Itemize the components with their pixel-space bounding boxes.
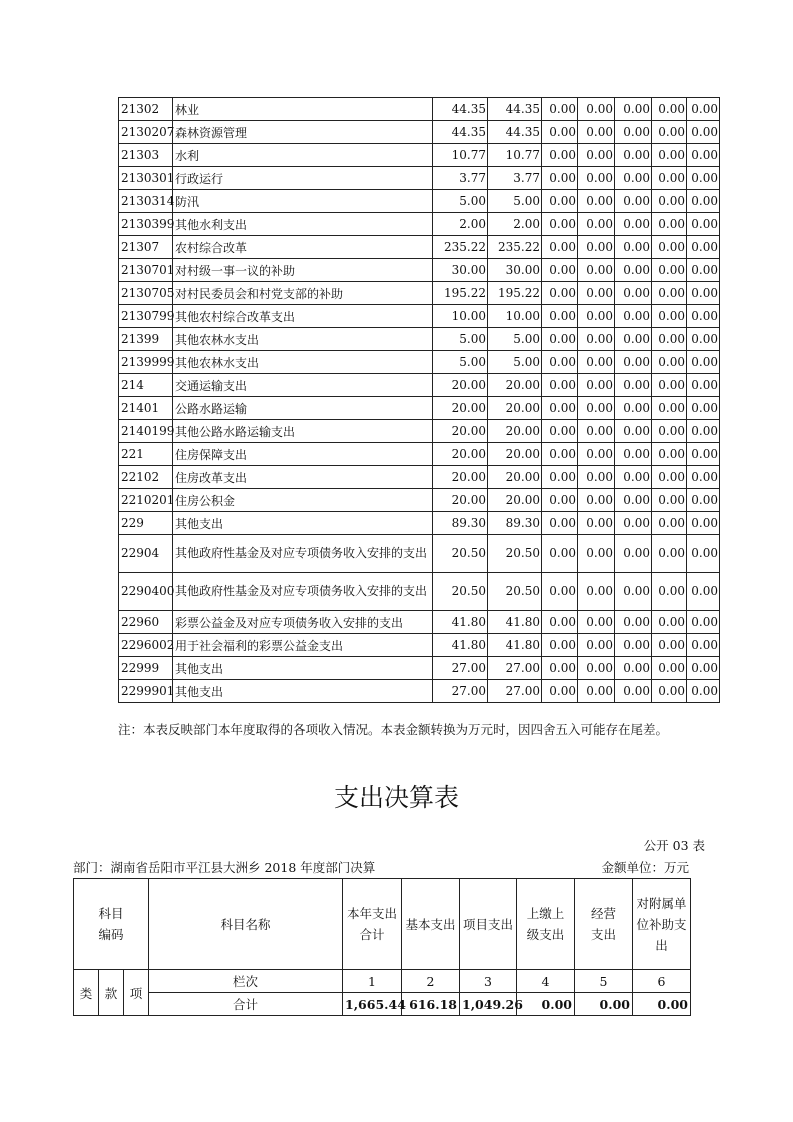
row-amount: 27.00	[488, 680, 542, 703]
row-amount: 0.00	[652, 98, 687, 121]
row-amount: 0.00	[542, 259, 578, 282]
total-value: 1,665.44	[343, 993, 402, 1016]
row-amount: 20.00	[488, 489, 542, 512]
row-amount: 10.00	[488, 305, 542, 328]
row-amount: 0.00	[652, 443, 687, 466]
income-table	[118, 97, 720, 703]
row-amount: 89.30	[433, 512, 488, 535]
row-amount: 0.00	[578, 512, 615, 535]
header-subsidy: 对附属单位补助支出	[633, 879, 691, 970]
row-amount: 0.00	[687, 121, 720, 144]
row-amount: 0.00	[542, 374, 578, 397]
row-amount: 0.00	[542, 657, 578, 680]
row-amount: 0.00	[615, 420, 652, 443]
row-amount: 0.00	[615, 98, 652, 121]
row-code: 22102	[119, 466, 173, 489]
row-amount: 0.00	[578, 167, 615, 190]
row-amount: 0.00	[615, 443, 652, 466]
row-amount: 0.00	[542, 190, 578, 213]
row-amount: 0.00	[687, 328, 720, 351]
row-amount: 0.00	[615, 351, 652, 374]
header-xiang: 项	[124, 970, 149, 1016]
row-amount: 0.00	[542, 420, 578, 443]
row-amount: 0.00	[652, 374, 687, 397]
table-row	[119, 167, 720, 190]
row-amount: 0.00	[578, 351, 615, 374]
row-name: 其他农村综合改革支出	[173, 305, 433, 328]
row-amount: 0.00	[578, 236, 615, 259]
row-amount: 30.00	[433, 259, 488, 282]
row-code: 2299901	[119, 680, 173, 703]
row-amount: 10.77	[488, 144, 542, 167]
row-code: 22904	[119, 535, 173, 573]
column-number-row	[74, 970, 691, 993]
row-code: 214	[119, 374, 173, 397]
row-code: 2130207	[119, 121, 173, 144]
col-number: 2	[402, 970, 460, 993]
row-amount: 0.00	[687, 259, 720, 282]
header-project: 项目支出	[460, 879, 517, 970]
row-amount: 0.00	[652, 121, 687, 144]
row-amount: 5.00	[433, 328, 488, 351]
row-amount: 0.00	[578, 466, 615, 489]
row-amount: 0.00	[652, 328, 687, 351]
row-amount: 0.00	[542, 305, 578, 328]
row-name: 行政运行	[173, 167, 433, 190]
row-amount: 20.00	[433, 489, 488, 512]
row-name: 对村民委员会和村党支部的补助	[173, 282, 433, 305]
row-name: 其他支出	[173, 680, 433, 703]
row-name: 用于社会福利的彩票公益金支出	[173, 634, 433, 657]
row-name: 农村综合改革	[173, 236, 433, 259]
row-amount: 10.77	[433, 144, 488, 167]
row-amount: 0.00	[652, 351, 687, 374]
row-amount: 0.00	[615, 397, 652, 420]
row-amount: 10.00	[433, 305, 488, 328]
row-amount: 0.00	[615, 657, 652, 680]
row-amount: 0.00	[578, 680, 615, 703]
row-amount: 20.00	[488, 374, 542, 397]
row-amount: 2.00	[433, 213, 488, 236]
row-amount: 0.00	[652, 573, 687, 611]
row-name: 林业	[173, 98, 433, 121]
row-amount: 0.00	[578, 611, 615, 634]
total-value: 0.00	[633, 993, 691, 1016]
row-name: 水利	[173, 144, 433, 167]
table-row	[119, 98, 720, 121]
row-amount: 0.00	[615, 489, 652, 512]
row-amount: 0.00	[615, 305, 652, 328]
row-amount: 0.00	[652, 282, 687, 305]
row-amount: 20.00	[433, 466, 488, 489]
row-amount: 195.22	[433, 282, 488, 305]
row-name: 防汛	[173, 190, 433, 213]
row-amount: 0.00	[652, 190, 687, 213]
header-total: 本年支出合计	[343, 879, 402, 970]
row-name: 其他农林水支出	[173, 351, 433, 374]
row-amount: 0.00	[687, 466, 720, 489]
row-amount: 0.00	[578, 657, 615, 680]
header-upper: 上缴上级支出	[517, 879, 575, 970]
row-amount: 44.35	[433, 98, 488, 121]
row-code: 2130701	[119, 259, 173, 282]
row-amount: 0.00	[615, 634, 652, 657]
row-amount: 0.00	[687, 397, 720, 420]
row-name: 森林资源管理	[173, 121, 433, 144]
row-name: 其他政府性基金及对应专项债务收入安排的支出	[173, 535, 433, 573]
row-code: 221	[119, 443, 173, 466]
row-code: 21302	[119, 98, 173, 121]
row-amount: 5.00	[433, 351, 488, 374]
row-code: 229	[119, 512, 173, 535]
row-amount: 0.00	[578, 144, 615, 167]
row-amount: 0.00	[687, 680, 720, 703]
row-amount: 0.00	[615, 190, 652, 213]
row-code: 21303	[119, 144, 173, 167]
row-amount: 0.00	[652, 167, 687, 190]
row-amount: 0.00	[542, 443, 578, 466]
row-amount: 0.00	[687, 657, 720, 680]
row-amount: 0.00	[542, 167, 578, 190]
row-amount: 0.00	[687, 98, 720, 121]
table-row	[119, 611, 720, 634]
row-amount: 235.22	[488, 236, 542, 259]
row-amount: 0.00	[652, 236, 687, 259]
row-amount: 0.00	[652, 535, 687, 573]
row-amount: 44.35	[433, 121, 488, 144]
row-amount: 5.00	[488, 190, 542, 213]
row-amount: 2.00	[488, 213, 542, 236]
row-amount: 41.80	[488, 634, 542, 657]
row-name: 住房改革支出	[173, 466, 433, 489]
row-amount: 0.00	[652, 213, 687, 236]
row-amount: 20.00	[488, 466, 542, 489]
row-code: 2290400	[119, 573, 173, 611]
row-code: 2139999	[119, 351, 173, 374]
row-amount: 0.00	[687, 374, 720, 397]
total-value: 0.00	[517, 993, 575, 1016]
col-number: 4	[517, 970, 575, 993]
row-amount: 0.00	[652, 397, 687, 420]
row-name: 对村级一事一议的补助	[173, 259, 433, 282]
row-amount: 20.50	[488, 573, 542, 611]
row-amount: 44.35	[488, 98, 542, 121]
row-amount: 0.00	[578, 121, 615, 144]
row-code: 2210201	[119, 489, 173, 512]
row-amount: 0.00	[687, 351, 720, 374]
row-amount: 0.00	[542, 328, 578, 351]
col-number: 3	[460, 970, 517, 993]
table-row	[119, 535, 720, 573]
row-amount: 0.00	[542, 680, 578, 703]
table-row	[119, 657, 720, 680]
row-amount: 0.00	[578, 213, 615, 236]
row-code: 2130301	[119, 167, 173, 190]
row-amount: 0.00	[687, 236, 720, 259]
row-amount: 0.00	[615, 512, 652, 535]
row-code: 22960	[119, 611, 173, 634]
row-amount: 0.00	[578, 489, 615, 512]
page-title: 支出决算表	[333, 783, 459, 812]
header-business: 经营支出	[575, 879, 633, 970]
row-amount: 0.00	[652, 489, 687, 512]
row-name: 公路水路运输	[173, 397, 433, 420]
row-code: 2130705	[119, 282, 173, 305]
row-name: 彩票公益金及对应专项债务收入安排的支出	[173, 611, 433, 634]
row-code: 22999	[119, 657, 173, 680]
row-amount: 20.00	[433, 397, 488, 420]
row-amount: 0.00	[542, 512, 578, 535]
header-code: 科目编码	[74, 879, 149, 970]
row-amount: 0.00	[652, 305, 687, 328]
row-amount: 0.00	[578, 634, 615, 657]
row-code: 2130314	[119, 190, 173, 213]
row-amount: 0.00	[615, 611, 652, 634]
department-label: 部门：湖南省岳阳市平江县大洲乡 2018 年度部门决算	[73, 860, 376, 875]
table-row	[119, 259, 720, 282]
table-row	[119, 512, 720, 535]
table-row	[119, 489, 720, 512]
total-value: 1,049.26	[460, 993, 517, 1016]
row-amount: 20.00	[433, 374, 488, 397]
row-amount: 27.00	[488, 657, 542, 680]
row-amount: 0.00	[578, 397, 615, 420]
table-row	[119, 236, 720, 259]
header-kuan: 款	[99, 970, 124, 1016]
row-amount: 0.00	[652, 611, 687, 634]
row-code: 2130799	[119, 305, 173, 328]
row-amount: 20.50	[433, 573, 488, 611]
row-amount: 0.00	[615, 466, 652, 489]
row-amount: 0.00	[687, 282, 720, 305]
row-amount: 0.00	[615, 236, 652, 259]
row-amount: 0.00	[687, 535, 720, 573]
row-amount: 0.00	[652, 657, 687, 680]
row-amount: 89.30	[488, 512, 542, 535]
row-amount: 0.00	[578, 535, 615, 573]
row-amount: 0.00	[542, 489, 578, 512]
row-amount: 5.00	[488, 328, 542, 351]
row-amount: 44.35	[488, 121, 542, 144]
table-row	[119, 213, 720, 236]
table-row	[119, 420, 720, 443]
row-amount: 0.00	[652, 259, 687, 282]
row-amount: 0.00	[578, 98, 615, 121]
row-amount: 27.00	[433, 680, 488, 703]
row-amount: 0.00	[578, 259, 615, 282]
row-amount: 20.00	[433, 443, 488, 466]
row-amount: 0.00	[615, 259, 652, 282]
table-row	[119, 680, 720, 703]
row-code: 2140199	[119, 420, 173, 443]
row-name: 其他政府性基金及对应专项债务收入安排的支出	[173, 573, 433, 611]
row-amount: 5.00	[488, 351, 542, 374]
row-amount: 0.00	[687, 512, 720, 535]
row-amount: 0.00	[542, 634, 578, 657]
row-code: 21307	[119, 236, 173, 259]
row-amount: 0.00	[578, 443, 615, 466]
row-amount: 0.00	[542, 611, 578, 634]
row-amount: 195.22	[488, 282, 542, 305]
row-amount: 20.00	[433, 420, 488, 443]
header-name: 科目名称	[149, 879, 343, 970]
table-row	[119, 328, 720, 351]
row-amount: 0.00	[542, 213, 578, 236]
row-code: 2296002	[119, 634, 173, 657]
table-row	[119, 351, 720, 374]
row-amount: 0.00	[578, 190, 615, 213]
row-amount: 0.00	[542, 397, 578, 420]
row-amount: 0.00	[615, 680, 652, 703]
table-row	[119, 443, 720, 466]
total-label: 合计	[149, 993, 343, 1016]
row-amount: 0.00	[615, 167, 652, 190]
row-name: 住房保障支出	[173, 443, 433, 466]
table-row	[119, 121, 720, 144]
row-name: 其他支出	[173, 657, 433, 680]
table-row	[119, 305, 720, 328]
header-lei: 类	[74, 970, 99, 1016]
row-amount: 0.00	[578, 420, 615, 443]
row-amount: 3.77	[433, 167, 488, 190]
row-amount: 0.00	[615, 213, 652, 236]
col-row-label: 栏次	[149, 970, 343, 993]
expense-table	[73, 878, 691, 1016]
row-amount: 0.00	[652, 144, 687, 167]
row-amount: 0.00	[687, 443, 720, 466]
row-name: 住房公积金	[173, 489, 433, 512]
table-row	[119, 282, 720, 305]
unit-label: 金额单位：万元	[601, 860, 689, 875]
row-amount: 0.00	[687, 573, 720, 611]
row-amount: 0.00	[578, 328, 615, 351]
table-row	[119, 573, 720, 611]
row-amount: 0.00	[615, 535, 652, 573]
col-number: 1	[343, 970, 402, 993]
row-amount: 0.00	[615, 573, 652, 611]
row-name: 其他水利支出	[173, 213, 433, 236]
row-amount: 0.00	[687, 144, 720, 167]
row-amount: 0.00	[542, 573, 578, 611]
col-number: 5	[575, 970, 633, 993]
header-basic: 基本支出	[402, 879, 460, 970]
row-amount: 0.00	[687, 167, 720, 190]
row-amount: 235.22	[433, 236, 488, 259]
row-code: 21401	[119, 397, 173, 420]
row-amount: 0.00	[652, 420, 687, 443]
row-amount: 41.80	[433, 634, 488, 657]
table-row	[119, 466, 720, 489]
table-row	[119, 634, 720, 657]
total-row	[74, 993, 691, 1016]
row-amount: 0.00	[615, 328, 652, 351]
row-amount: 41.80	[433, 611, 488, 634]
header-row	[74, 879, 691, 970]
table-number: 公开 03 表	[643, 838, 705, 853]
row-amount: 20.50	[433, 535, 488, 573]
row-amount: 0.00	[687, 305, 720, 328]
row-amount: 0.00	[687, 213, 720, 236]
row-amount: 0.00	[687, 634, 720, 657]
row-amount: 0.00	[542, 144, 578, 167]
row-name: 交通运输支出	[173, 374, 433, 397]
row-amount: 0.00	[542, 236, 578, 259]
row-amount: 0.00	[615, 374, 652, 397]
row-amount: 0.00	[615, 144, 652, 167]
row-name: 其他支出	[173, 512, 433, 535]
row-amount: 0.00	[542, 98, 578, 121]
row-amount: 5.00	[433, 190, 488, 213]
row-amount: 0.00	[652, 680, 687, 703]
table-row	[119, 397, 720, 420]
row-amount: 0.00	[615, 121, 652, 144]
row-amount: 0.00	[687, 190, 720, 213]
table-row	[119, 144, 720, 167]
table-row	[119, 374, 720, 397]
row-amount: 27.00	[433, 657, 488, 680]
total-value: 616.18	[402, 993, 460, 1016]
row-amount: 0.00	[542, 535, 578, 573]
row-amount: 0.00	[578, 374, 615, 397]
row-amount: 41.80	[488, 611, 542, 634]
row-amount: 20.00	[488, 443, 542, 466]
row-name: 其他农林水支出	[173, 328, 433, 351]
row-amount: 20.50	[488, 535, 542, 573]
row-amount: 30.00	[488, 259, 542, 282]
row-amount: 0.00	[542, 121, 578, 144]
row-amount: 0.00	[687, 489, 720, 512]
row-amount: 20.00	[488, 397, 542, 420]
table-row	[119, 190, 720, 213]
row-amount: 0.00	[578, 305, 615, 328]
col-number: 6	[633, 970, 691, 993]
row-amount: 0.00	[687, 611, 720, 634]
row-amount: 0.00	[652, 466, 687, 489]
row-amount: 0.00	[578, 573, 615, 611]
row-amount: 0.00	[652, 634, 687, 657]
row-amount: 0.00	[542, 351, 578, 374]
row-amount: 0.00	[542, 282, 578, 305]
row-amount: 0.00	[615, 282, 652, 305]
row-amount: 0.00	[542, 466, 578, 489]
row-amount: 0.00	[687, 420, 720, 443]
row-amount: 3.77	[488, 167, 542, 190]
row-amount: 0.00	[578, 282, 615, 305]
row-amount: 0.00	[652, 512, 687, 535]
total-value: 0.00	[575, 993, 633, 1016]
row-code: 21399	[119, 328, 173, 351]
row-amount: 20.00	[488, 420, 542, 443]
row-code: 2130399	[119, 213, 173, 236]
table-note: 注：本表反映部门本年度取得的各项收入情况。本表金额转换为万元时，因四舍五入可能存在尾差。	[118, 722, 669, 737]
row-name: 其他公路水路运输支出	[173, 420, 433, 443]
